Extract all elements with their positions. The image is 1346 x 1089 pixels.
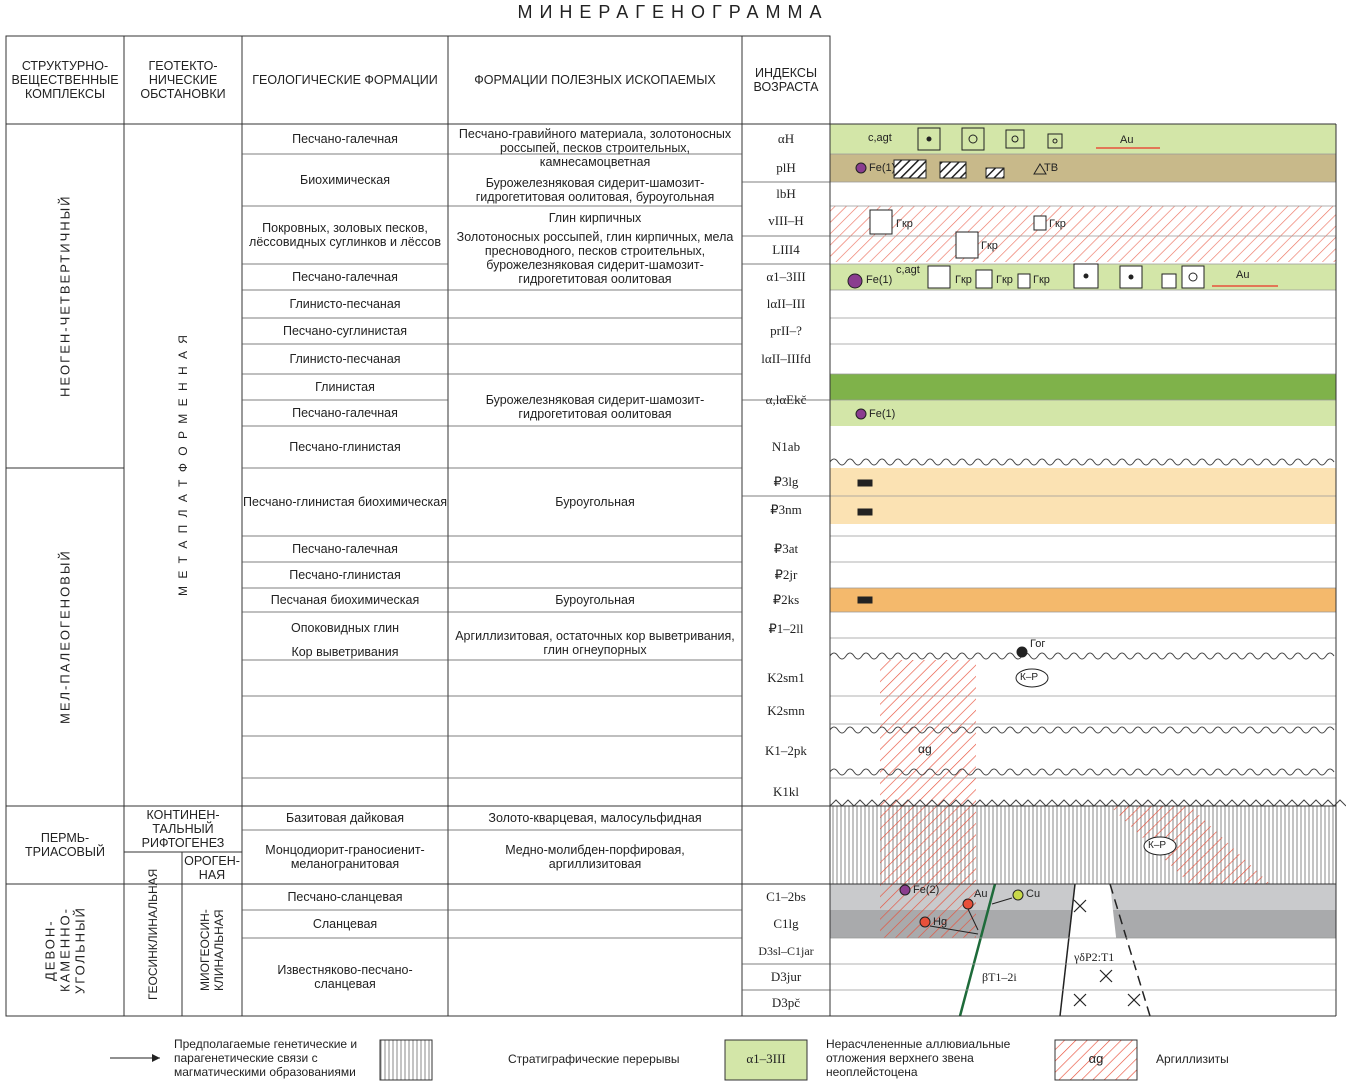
mineral-formation: Бурожелезняковая сидерит-шамозит-гидрогетитовая оолитовая, буроугольная bbox=[475, 176, 715, 204]
header-geo-formations: ГЕОЛОГИЧЕСКИЕ ФОРМАЦИИ bbox=[252, 73, 438, 87]
mineral-formation: Глин кирпичных bbox=[548, 211, 642, 225]
band-ks bbox=[830, 588, 1336, 612]
geo-formation: Песчано-глинистая bbox=[289, 440, 401, 454]
geo-formation: Глинистая bbox=[315, 380, 375, 394]
age-index: α1–3III bbox=[766, 269, 806, 284]
gkr-label: Гкр bbox=[896, 218, 913, 230]
age-index: K1–2pk bbox=[765, 743, 807, 758]
cu-label: Cu bbox=[1026, 888, 1041, 900]
age-index: K1kl bbox=[773, 784, 799, 799]
tectonic-rift: КОНТИНЕН-ТАЛЬНЫЙ РИФТОГЕНЕЗ bbox=[141, 808, 225, 850]
age-index: C1lg bbox=[773, 916, 799, 931]
age-index: lαII–III bbox=[766, 296, 806, 311]
page-title: МИНЕРАГЕНОГРАММА bbox=[517, 2, 829, 22]
geo-formation: Песчано-суглинистая bbox=[282, 324, 408, 338]
mineral-formation: Буроугольная bbox=[555, 593, 635, 607]
tb-label: ТВ bbox=[1044, 162, 1059, 174]
age-index: K2sm1 bbox=[767, 670, 805, 685]
age-index: ₽3nm bbox=[770, 502, 802, 517]
strata-bands bbox=[830, 124, 1336, 938]
age-index: ₽2ks bbox=[772, 592, 800, 607]
geo-formation: Опоковидных глин bbox=[291, 621, 399, 635]
fe-label-2: Fe(1) bbox=[866, 274, 893, 286]
mineral-formation: Аргиллизитовая, остаточных кор выветривания, глин огнеупорных bbox=[455, 629, 735, 657]
tectonic-orogen: ОРОГЕН-НАЯ bbox=[184, 854, 240, 882]
intrusion-label: γδP2:T1 bbox=[1074, 950, 1115, 964]
gkr-label: Гкр bbox=[996, 274, 1013, 286]
geo-formation: Кор выветривания bbox=[291, 645, 399, 659]
kp-label: К–Р bbox=[1020, 672, 1039, 683]
age-index: D3pč bbox=[771, 995, 801, 1010]
mineral-formation: Буроугольная bbox=[555, 495, 635, 509]
age-index: D3sl–C1jar bbox=[758, 944, 814, 958]
mineral-formation: Бурожелезняковая сидерит-шамозит-гидрогетитовая оолитовая bbox=[485, 393, 705, 421]
au-label-3: Au bbox=[974, 888, 988, 900]
geo-formation: Песчано-галечная bbox=[292, 270, 398, 284]
age-index: lαII–IIIfd bbox=[761, 351, 811, 366]
gog-label: Гог bbox=[1030, 638, 1046, 650]
fe-label: Fe(1) bbox=[869, 162, 896, 174]
au-label: Au bbox=[1120, 134, 1134, 146]
tectonic-platform: М Е Т А П Л А Т Ф О Р М Е Н Н А Я bbox=[176, 333, 190, 597]
gkr-label: Гкр bbox=[1049, 218, 1066, 230]
age-index: K2smn bbox=[767, 703, 805, 718]
age-index: αH bbox=[777, 131, 795, 146]
header-tectonic: ГЕОТЕКТО-НИЧЕСКИЕ ОБСТАНОВКИ bbox=[140, 59, 226, 101]
complex-cretaceous: МЕЛ-ПАЛЕОГЕНОВЫЙ bbox=[57, 549, 73, 725]
band-light-green bbox=[830, 400, 1336, 426]
geo-formation: Глинисто-песчаная bbox=[289, 297, 401, 311]
geo-formation: Песчано-глинистая bbox=[289, 568, 401, 582]
geo-formation: Глинисто-песчаная bbox=[289, 352, 401, 366]
gkr-label: Гкр bbox=[955, 274, 972, 286]
age-index: lbH bbox=[776, 186, 796, 201]
geo-formation: Песчано-сланцевая bbox=[287, 890, 403, 904]
dyke-label: βT1–2i bbox=[982, 970, 1017, 984]
header-age: ИНДЕКСЫ ВОЗРАСТА bbox=[753, 66, 819, 94]
age-index: D3jur bbox=[770, 969, 802, 984]
kp-label-2: К–Р bbox=[1148, 840, 1167, 851]
header-mineral-formations: ФОРМАЦИИ ПОЛЕЗНЫХ ИСКОПАЕМЫХ bbox=[474, 73, 716, 87]
argillite-zone bbox=[880, 660, 976, 938]
fe-label-3: Fe(1) bbox=[869, 408, 896, 420]
mineral-formation: Золото-кварцевая, малосульфидная bbox=[488, 811, 702, 825]
legend-argillite: Аргиллизиты bbox=[1156, 1052, 1229, 1066]
geo-formation: Покровных, золовых песков, лёссовидных суглинков и лёссов bbox=[249, 221, 441, 249]
age-index: N1ab bbox=[771, 439, 801, 454]
age-index: plH bbox=[776, 160, 796, 175]
sand-label: c,agt bbox=[868, 132, 892, 144]
tectonic-geosyncl: ГЕОСИНКЛИНАЛЬНАЯ bbox=[146, 868, 160, 1000]
au-label-2: Au bbox=[1236, 269, 1250, 281]
sand-label-2: c,agt bbox=[896, 264, 920, 276]
geo-formation: Известняково-песчано-сланцевая bbox=[277, 963, 413, 991]
age-index: ₽3at bbox=[773, 541, 799, 556]
geo-formation: Монцодиорит-граносиенит-меланогранитовая bbox=[265, 843, 425, 871]
age-index: ₽3lg bbox=[773, 474, 799, 489]
fe-circle-icon bbox=[856, 163, 866, 173]
geo-formation: Базитовая дайковая bbox=[286, 811, 404, 825]
geo-formation: Песчаная биохимическая bbox=[270, 593, 420, 607]
band-aH bbox=[830, 124, 1336, 154]
mineral-formation: Медно-молибден-порфировая, аргиллизитовая bbox=[505, 843, 685, 871]
age-index: prII–? bbox=[770, 323, 802, 338]
ag-label: αg bbox=[918, 742, 932, 756]
hg-label: Hg bbox=[933, 916, 948, 928]
geo-formation: Сланцевая bbox=[312, 917, 378, 931]
age-index: α,lαEkč bbox=[765, 392, 807, 407]
gkr-label: Гкр bbox=[1033, 274, 1050, 286]
legend-links: Предполагаемые генетические и парагенетические связи с магматическими образованиями bbox=[174, 1037, 358, 1079]
gkr-label: Гкр bbox=[981, 240, 998, 252]
complex-devonian: ДЕВОН-КАМЕННО-УГОЛЬНЫЙ bbox=[42, 906, 88, 994]
geo-formation: Песчано-галечная bbox=[292, 406, 398, 420]
fe-circle-icon-2 bbox=[848, 274, 862, 288]
fe2-label: Fe(2) bbox=[913, 884, 940, 896]
mineral-formation: Песчано-гравийного материала, золотоносных россыпей, песков строительных, камнесамоцветная bbox=[458, 127, 732, 169]
age-index: ₽1–2ll bbox=[768, 621, 804, 636]
legend-breaks: Стратиграфические перерывы bbox=[508, 1052, 680, 1066]
header-complexes: СТРУКТУРНО-ВЕЩЕСТВЕННЫЕ КОМПЛЕКСЫ bbox=[11, 59, 119, 101]
geo-formation: Песчано-глинистая биохимическая bbox=[243, 495, 447, 509]
age-index: LIII4 bbox=[772, 242, 800, 257]
legend-alluvial-symbol: α1–3III bbox=[746, 1051, 786, 1066]
mineral-formation: Золотоносных россыпей, глин кирпичных, мела пресноводного, песков строительных, бурожелезняковая сидерит-шамозит-гидрогетитовая оолитовая bbox=[456, 230, 734, 286]
geo-formation: Биохимическая bbox=[300, 173, 390, 187]
band-loess-hatch bbox=[830, 206, 1336, 262]
age-index: ₽2jr bbox=[774, 567, 798, 582]
age-index: vIII–H bbox=[768, 213, 804, 228]
geo-formation: Песчано-галечная bbox=[292, 542, 398, 556]
geo-formation: Песчано-галечная bbox=[292, 132, 398, 146]
complex-neogene: НЕОГЕН-ЧЕТВЕРТИЧНЫЙ bbox=[57, 194, 73, 398]
age-index: C1–2bs bbox=[766, 889, 806, 904]
legend-alluvial: Нерасчлененные аллювиальные отложения верхнего звена неоплейстоцена bbox=[826, 1037, 1011, 1079]
legend-argillite-symbol: αg bbox=[1088, 1051, 1104, 1066]
tectonic-miogeo: МИОГЕОСИН-КЛИНАЛЬНАЯ bbox=[198, 909, 226, 991]
complex-permian: ПЕРМЬ-ТРИАСОВЫЙ bbox=[25, 831, 105, 859]
